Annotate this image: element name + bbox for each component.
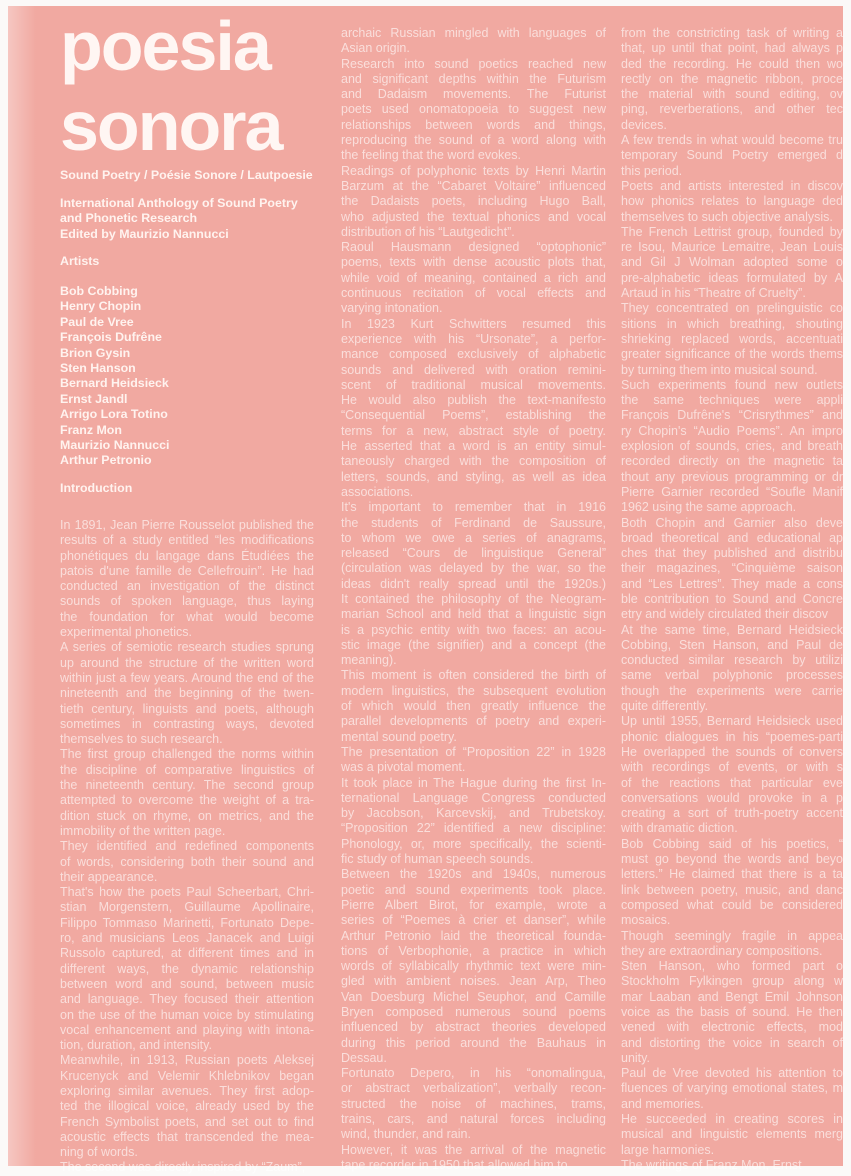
- paragraph: [621, 225, 843, 301]
- artist-name: Brion Gysin: [60, 345, 131, 360]
- text-line: musical and linguistic elements merg: [621, 1127, 843, 1142]
- paragraph: [341, 668, 606, 744]
- text-line: of the reactions that particular eve: [621, 775, 843, 790]
- text-line: A few trends in what would become tru: [621, 133, 843, 148]
- text-line: was a pivotal moment.: [341, 760, 466, 775]
- text-line: structed the noise of machines, trams,: [341, 1096, 606, 1111]
- paragraph: [60, 747, 314, 839]
- text-line: letters, sounds, and styling, as well as idea: [341, 469, 606, 484]
- text-line: they are extraordinary compositions.: [621, 943, 823, 958]
- artist-name: Sten Hanson: [60, 360, 136, 375]
- text-line: ping, reverberations, and other tec: [621, 102, 843, 117]
- artist-name: Maurizio Nannucci: [60, 437, 170, 452]
- text-line: ble contribution to Sound and Concre: [621, 591, 843, 606]
- text-line: distribution of his “Lautgedicht”.: [341, 224, 515, 239]
- text-line: who adjusted the textual phonics and vocal: [341, 209, 606, 224]
- text-line: modern linguistics, the subsequent evolution: [341, 683, 606, 698]
- text-line: pre-alphabetic ideas formulated by A: [621, 270, 843, 285]
- text-line: the feeling that the word evokes.: [341, 148, 521, 163]
- paragraph: [341, 57, 606, 164]
- text-line: or abstract verbalization”, verbally recon-: [341, 1081, 606, 1096]
- paragraph: [341, 1066, 606, 1142]
- text-line: (circulation was delayed by the war, so the: [341, 561, 606, 576]
- text-line: Poets and artists interested in discov: [621, 178, 843, 193]
- text-line: between word and sound, between music: [60, 976, 314, 991]
- text-line: acoustic effects that transcended the mea-: [60, 1129, 314, 1144]
- text-column-2: [341, 26, 606, 1173]
- text-line: their magazines, “Cinquième saison: [621, 561, 843, 576]
- text-line: quite differently.: [621, 699, 709, 714]
- text-line: words of syllabically rhythmic text were min-: [341, 959, 606, 974]
- text-line: influenced by abstract theories developed: [341, 1020, 606, 1035]
- text-line: The presentation of “Proposition 22” in 1928: [341, 744, 606, 759]
- paragraph: [341, 26, 606, 57]
- text-line: meaning).: [341, 653, 397, 668]
- text-line: tions of Verbophonie, a practice in which: [341, 943, 606, 958]
- text-line: Research into sound poetics reached new: [341, 56, 606, 71]
- text-column-1: [60, 518, 314, 1176]
- text-line: the Dadaists poets, including Hugo Ball,: [341, 194, 606, 209]
- paragraph: [621, 133, 843, 179]
- text-line: themselves to such research.: [60, 732, 223, 747]
- text-line: Filippo Tommaso Marinetti, Fortunato Depe-: [60, 915, 314, 930]
- paragraph: [621, 959, 843, 1066]
- paragraph: [341, 500, 606, 668]
- text-line: patois d'une famille de Cellefrouin”. He had: [60, 563, 314, 578]
- text-line: continuous recitation of vocal effects and: [341, 286, 606, 301]
- text-line: In 1891, Jean Pierre Rousselot published the: [60, 518, 314, 532]
- text-line: conducted similar research by utilizi: [621, 653, 843, 668]
- text-line: different ways, the dynamic relationship: [60, 961, 314, 976]
- title-line: poesia: [60, 7, 270, 85]
- text-line: the foundation for what would become: [60, 609, 314, 624]
- text-line: It took place in The Hague during the first In-: [341, 775, 606, 790]
- text-line: creating a sort of truth-poetry accent: [621, 806, 843, 821]
- text-line: stian Morgenstern, Guillaume Apollinaire,: [60, 900, 314, 915]
- text-line: and Dadaism movements. The Futurist: [341, 87, 606, 102]
- text-line: though the experiments were carrie: [621, 683, 843, 698]
- text-line: fic study of human speech sounds.: [341, 852, 534, 867]
- text-line: Up until 1955, Bernard Heidsieck used: [621, 714, 843, 729]
- text-line: Artaud in his “Theatre of Cruelty”.: [621, 286, 806, 301]
- paragraph: [341, 776, 606, 868]
- paragraph: [621, 1112, 843, 1158]
- text-line: and “Les Lettres”. They made a cons: [621, 576, 843, 591]
- text-line: immobility of the written page.: [60, 823, 226, 838]
- text-line: conversations would provoke in a p: [621, 790, 843, 805]
- text-line: that, up until that point, had always p: [621, 41, 843, 56]
- text-line: In 1923 Kurt Schwitters resumed this: [341, 316, 606, 331]
- text-line: the discipline of comparative linguistics of: [60, 762, 314, 777]
- text-line: French Symbolist poets, and set out to find: [60, 1114, 314, 1129]
- text-line: poetic and sound experiments took place.: [341, 882, 606, 897]
- text-line: sounds of spoken language, thus laying: [60, 594, 314, 609]
- text-line: with recordings of events, or with s: [621, 760, 843, 775]
- artist-name: Bernard Heidsieck: [60, 376, 169, 391]
- text-line: the students of Ferdinand de Saussure,: [341, 515, 606, 530]
- paragraph: [60, 885, 314, 1053]
- text-line: exploring similar avenues. They first adop-: [60, 1083, 314, 1098]
- text-line: with dramatic diction.: [621, 821, 738, 836]
- text-line: Raoul Hausmann designed “optophonic”: [341, 240, 606, 255]
- text-line: Asian origin.: [341, 41, 410, 56]
- cover-title: [60, 6, 281, 166]
- paragraph: [60, 1160, 314, 1175]
- text-line: ches that they published and distribu: [621, 546, 843, 561]
- text-line: by Jacobson, Karcevskij, and Trubetskoy.: [341, 806, 606, 821]
- text-line: on the use of the human voice by stimulating: [60, 1007, 314, 1022]
- artists-list: [60, 284, 169, 469]
- paragraph: [60, 839, 314, 885]
- text-line: They concentrated on prelinguistic co: [621, 301, 843, 316]
- text-line: Fortunato Depero, in his “onomalingua,: [341, 1066, 606, 1081]
- text-line: rectly on the magnetic ribbon, proce: [621, 71, 843, 86]
- title-line: sonora: [60, 87, 282, 165]
- text-line: series of “Poemes à crier et danser”, while: [341, 913, 606, 928]
- text-line: The writings of Franz Mon, Ernst: [621, 1157, 802, 1172]
- text-line: unity.: [621, 1050, 650, 1065]
- book-cover: [8, 6, 843, 1175]
- paragraph: [621, 623, 843, 715]
- text-line: nineteenth and the beginning of the twen-: [60, 686, 314, 701]
- anthology-line: and Phonetic Research: [60, 211, 198, 226]
- text-line: The first group challenged the norms within: [60, 747, 314, 762]
- text-line: letters.” He claimed that there is a ta: [621, 867, 843, 882]
- text-line: recorded directly on the magnetic ta: [621, 454, 843, 469]
- text-line: Russolo captured, at different times and in: [60, 946, 314, 961]
- text-line: 1962 using the same approach.: [621, 500, 797, 515]
- text-line: associations.: [341, 484, 414, 499]
- text-line: during this period around the Bauhaus in: [341, 1035, 606, 1050]
- text-line: while void of meaning, contained a rich and: [341, 270, 606, 285]
- text-line: devices.: [621, 117, 667, 132]
- paragraph: [621, 1158, 843, 1173]
- text-line: is a psychic entity with two faces: an acou-: [341, 622, 606, 637]
- paragraph: [621, 179, 843, 225]
- text-line: mance composed exclusively of alphabetic: [341, 347, 606, 362]
- paragraph: [341, 867, 606, 1066]
- text-line: from the constricting task of writing a: [621, 26, 843, 40]
- text-line: and significant depths within the Futurism: [341, 71, 606, 86]
- text-line: Sten Hanson, who formed part o: [621, 959, 843, 974]
- text-line: phonétiques du langage dans Étudiées the: [60, 548, 314, 563]
- text-line: relationships between words and things,: [341, 117, 606, 132]
- text-line: greater significance of the words thems: [621, 347, 843, 362]
- text-line: However, it was the arrival of the magnetic: [341, 1142, 606, 1157]
- text-line: explosion of sounds, cries, and breath: [621, 439, 843, 454]
- artist-name: Paul de Vree: [60, 314, 134, 329]
- text-line: Paul de Vree devoted his attention to: [621, 1066, 843, 1081]
- text-line: must go beyond the words and beyo: [621, 852, 843, 867]
- artist-name: François Dufrêne: [60, 330, 162, 345]
- paragraph: [60, 518, 314, 640]
- artist-name: Henry Chopin: [60, 299, 142, 314]
- paragraph: [621, 301, 843, 377]
- text-line: mental sound poetry.: [341, 729, 457, 744]
- text-line: Dessau.: [341, 1050, 387, 1065]
- text-line: their appearance.: [60, 869, 158, 884]
- text-line: broad theoretical and educational ap: [621, 530, 843, 545]
- text-line: Between the 1920s and 1940s, numerous: [341, 867, 606, 882]
- text-line: They identified and redefined components: [60, 839, 314, 854]
- text-line: and distorting the voice in search of: [621, 1035, 843, 1050]
- text-line: terms for a new, abstract style of poetry.: [341, 423, 606, 438]
- text-line: and Gil J Wolman adopted some o: [621, 255, 843, 270]
- text-line: “Consequential Poems”, establishing the: [341, 408, 606, 423]
- text-line: stic image (the signifier) and a concept (the: [341, 637, 606, 652]
- text-line: to whom we owe a series of anagrams,: [341, 530, 606, 545]
- text-line: and language. They focused their attention: [60, 992, 314, 1007]
- text-column-3: [621, 26, 843, 1173]
- text-line: released “Cours de linguistique General”: [341, 546, 606, 561]
- text-line: Cobbing, Sten Hanson, and Paul de: [621, 637, 843, 652]
- text-line: re Isou, Maurice Lemaitre, Jean Louis: [621, 240, 843, 255]
- text-line: vened with electronic effects, mod: [621, 1020, 843, 1035]
- text-line: the nineteenth century. The second group: [60, 778, 314, 793]
- text-line: by turning them into musical sound.: [621, 362, 818, 377]
- plastic-wrap-sheen: [8, 6, 36, 1166]
- paragraph: [60, 1053, 314, 1160]
- text-line: and memories.: [621, 1096, 704, 1111]
- text-line: themselves to such objective analysis.: [621, 209, 833, 224]
- introduction-heading: Introduction: [60, 481, 133, 495]
- text-line: Barzum at the “Cabaret Voltaire” influenced: [341, 178, 606, 193]
- paragraph: [621, 26, 843, 133]
- text-line: link between poetry, music, and danc: [621, 882, 843, 897]
- text-line: sometimes in contrasting ways, devoted: [60, 716, 314, 731]
- text-line: the material with sound editing, ov: [621, 87, 843, 102]
- text-line: Meanwhile, in 1913, Russian poets Aleksej: [60, 1053, 314, 1068]
- text-line: shrieking replaced words, accentuati: [621, 331, 843, 346]
- text-line: large harmonies.: [621, 1142, 715, 1157]
- paragraph: [621, 516, 843, 623]
- paragraph: [341, 317, 606, 501]
- text-line: reproducing the sound of a word along with: [341, 133, 606, 148]
- text-line: attempted to overcome the weight of a tra-: [60, 793, 314, 808]
- paragraph: [621, 929, 843, 960]
- text-line: ry Chopin's “Audio Poems”. An impro: [621, 423, 843, 438]
- paragraph: [621, 837, 843, 929]
- text-line: composed what could be considered: [621, 897, 843, 912]
- text-line: tape recorder in 1950 that allowed him to: [341, 1157, 568, 1172]
- anthology-line: International Anthology of Sound Poetry: [60, 196, 298, 210]
- text-line: poems, texts with dense acoustic plots that,: [341, 255, 606, 270]
- text-line: He would also publish the text-manifesto: [341, 393, 606, 408]
- text-line: of which would then greatly influence the: [341, 699, 606, 714]
- paragraph: [341, 164, 606, 240]
- text-line: The second was directly inspired by “Zaum”,: [60, 1160, 306, 1175]
- text-line: sitions in which breathing, shouting: [621, 316, 843, 331]
- text-line: phonic dialogues in his “poemes-parti: [621, 729, 843, 744]
- text-line: Bryen composed numerous sound poems: [341, 1005, 606, 1019]
- text-line: Krucenyck and Velemir Khlebnikov began: [60, 1068, 314, 1083]
- text-line: taneously charged with the composition of: [341, 454, 606, 469]
- text-line: this period.: [621, 163, 683, 178]
- text-line: Pierre Garnier recorded “Soufle Manif: [621, 484, 843, 499]
- text-line: At the same time, Bernard Heidsieck: [621, 622, 843, 637]
- text-line: ternational Language Congress conducted: [341, 790, 606, 805]
- artist-name: Bob Cobbing: [60, 284, 138, 298]
- artists-heading: Artists: [60, 254, 100, 268]
- paragraph: [341, 240, 606, 316]
- text-line: of words, considering both their sound and: [60, 854, 314, 869]
- text-line: Phonology, or, more specifically, the scienti-: [341, 836, 606, 851]
- text-line: Van Doesburg Michel Seuphor, and Camille: [341, 989, 606, 1004]
- text-line: François Dufrêne's “Crisrythmes” and: [621, 408, 843, 423]
- text-line: up around the structure of the written word: [60, 655, 314, 670]
- paragraph: [341, 745, 606, 776]
- artist-name: Arrigo Lora Totino: [60, 407, 168, 422]
- text-line: sounds and delivered with oration remini-: [341, 362, 606, 377]
- text-line: Both Chopin and Garnier also deve: [621, 515, 843, 530]
- paragraph: [60, 640, 314, 747]
- text-line: within just a few years. Around the end of the: [60, 670, 314, 685]
- text-line: ded the recording. He could then wo: [621, 56, 843, 71]
- text-line: tieth century, linguists and poets, although: [60, 701, 314, 716]
- text-line: A series of semiotic research studies sprung: [60, 640, 314, 655]
- text-line: ro, and musicians Leos Janacek and Luigi: [60, 931, 314, 946]
- text-line: Pierre Albert Birot, for example, wrote a: [341, 897, 606, 912]
- text-line: He succeeded in creating scores in: [621, 1112, 843, 1127]
- text-line: Though seemingly fragile in appea: [621, 928, 843, 943]
- text-line: the same techniques were appli: [621, 393, 843, 408]
- text-line: trains, cars, and natural forces including: [341, 1112, 606, 1127]
- text-line: etry and widely circulated their discov: [621, 607, 829, 622]
- paragraph: [621, 1066, 843, 1112]
- text-line: mar Laaban and Bengt Emil Johnson: [621, 989, 843, 1004]
- text-line: archaic Russian mingled with languages of: [341, 26, 606, 40]
- artist-name: Ernst Jandl: [60, 391, 128, 406]
- text-line: mosaics.: [621, 913, 671, 928]
- text-line: gled with ambient noises. Jean Arp, Theo: [341, 974, 606, 989]
- text-line: thout any previous programming or dr: [621, 469, 843, 484]
- paragraph: [341, 1143, 606, 1174]
- text-line: voice as the basis of sound. He then: [621, 1005, 843, 1019]
- text-line: That's how the poets Paul Scheerbart, Chri-: [60, 885, 314, 900]
- cover-subtitle: Sound Poetry / Poésie Sonore / Lautpoesie: [60, 168, 313, 182]
- text-line: Such experiments found new outlets: [621, 377, 843, 392]
- editor-line: Edited by Maurizio Nannucci: [60, 226, 229, 241]
- text-line: results of a study entitled “les modifications: [60, 533, 314, 548]
- text-line: It's important to remember that in 1916: [341, 500, 606, 515]
- paragraph: [621, 714, 843, 836]
- text-line: poets used onomatopoeia to suggest new: [341, 102, 606, 117]
- text-line: parallel developments of poetry and experi-: [341, 714, 606, 729]
- text-line: varying intonation.: [341, 301, 443, 316]
- text-line: This moment is often considered the birth of: [341, 668, 606, 683]
- artist-name: Franz Mon: [60, 422, 122, 437]
- text-line: Arthur Petronio laid the theoretical founda-: [341, 928, 606, 943]
- text-line: experience with his “Ursonate”, a perfor-: [341, 331, 606, 346]
- text-line: same verbal polyphonic processes: [621, 668, 843, 683]
- text-line: tion, duration, and intensity.: [60, 1038, 212, 1053]
- text-line: The French Lettrist group, founded by: [621, 224, 843, 239]
- text-line: scent of traditional musical movements.: [341, 377, 606, 392]
- text-line: fluences of varying emotional states, m: [621, 1081, 843, 1096]
- text-line: ideas didn't really spread until the 1920s.): [341, 576, 606, 591]
- text-line: experimental phonetics.: [60, 625, 193, 640]
- text-line: temporary Sound Poetry emerged d: [621, 148, 843, 163]
- text-line: “Proposition 22” identified a new discipline:: [341, 821, 606, 836]
- text-line: Readings of polyphonic texts by Henri Martin: [341, 163, 606, 178]
- text-line: dition stuck on rhyme, on metrics, and the: [60, 808, 314, 823]
- text-line: Bob Cobbing said of his poetics, “: [621, 836, 843, 851]
- text-line: ted the illogical voice, already used by the: [60, 1099, 314, 1114]
- artist-name: Arthur Petronio: [60, 453, 152, 468]
- anthology-info: [60, 196, 298, 242]
- text-line: vocal enhancement and playing with intona-: [60, 1022, 314, 1037]
- text-line: wind, thunder, and rain.: [341, 1127, 471, 1142]
- text-line: marian School and held that a linguistic sign: [341, 607, 606, 622]
- text-line: how phonics relates to language ded: [621, 194, 843, 209]
- text-line: He asserted that a word is an entity simul-: [341, 439, 606, 454]
- paragraph: [621, 378, 843, 516]
- text-line: It contained the philosophy of the Neogram-: [341, 591, 606, 606]
- text-line: conducted an investigation of the distinct: [60, 579, 314, 594]
- text-line: Stockholm Fylkingen group along w: [621, 974, 843, 989]
- text-line: He overlapped the sounds of convers: [621, 744, 843, 759]
- text-line: ning of words.: [60, 1145, 138, 1160]
